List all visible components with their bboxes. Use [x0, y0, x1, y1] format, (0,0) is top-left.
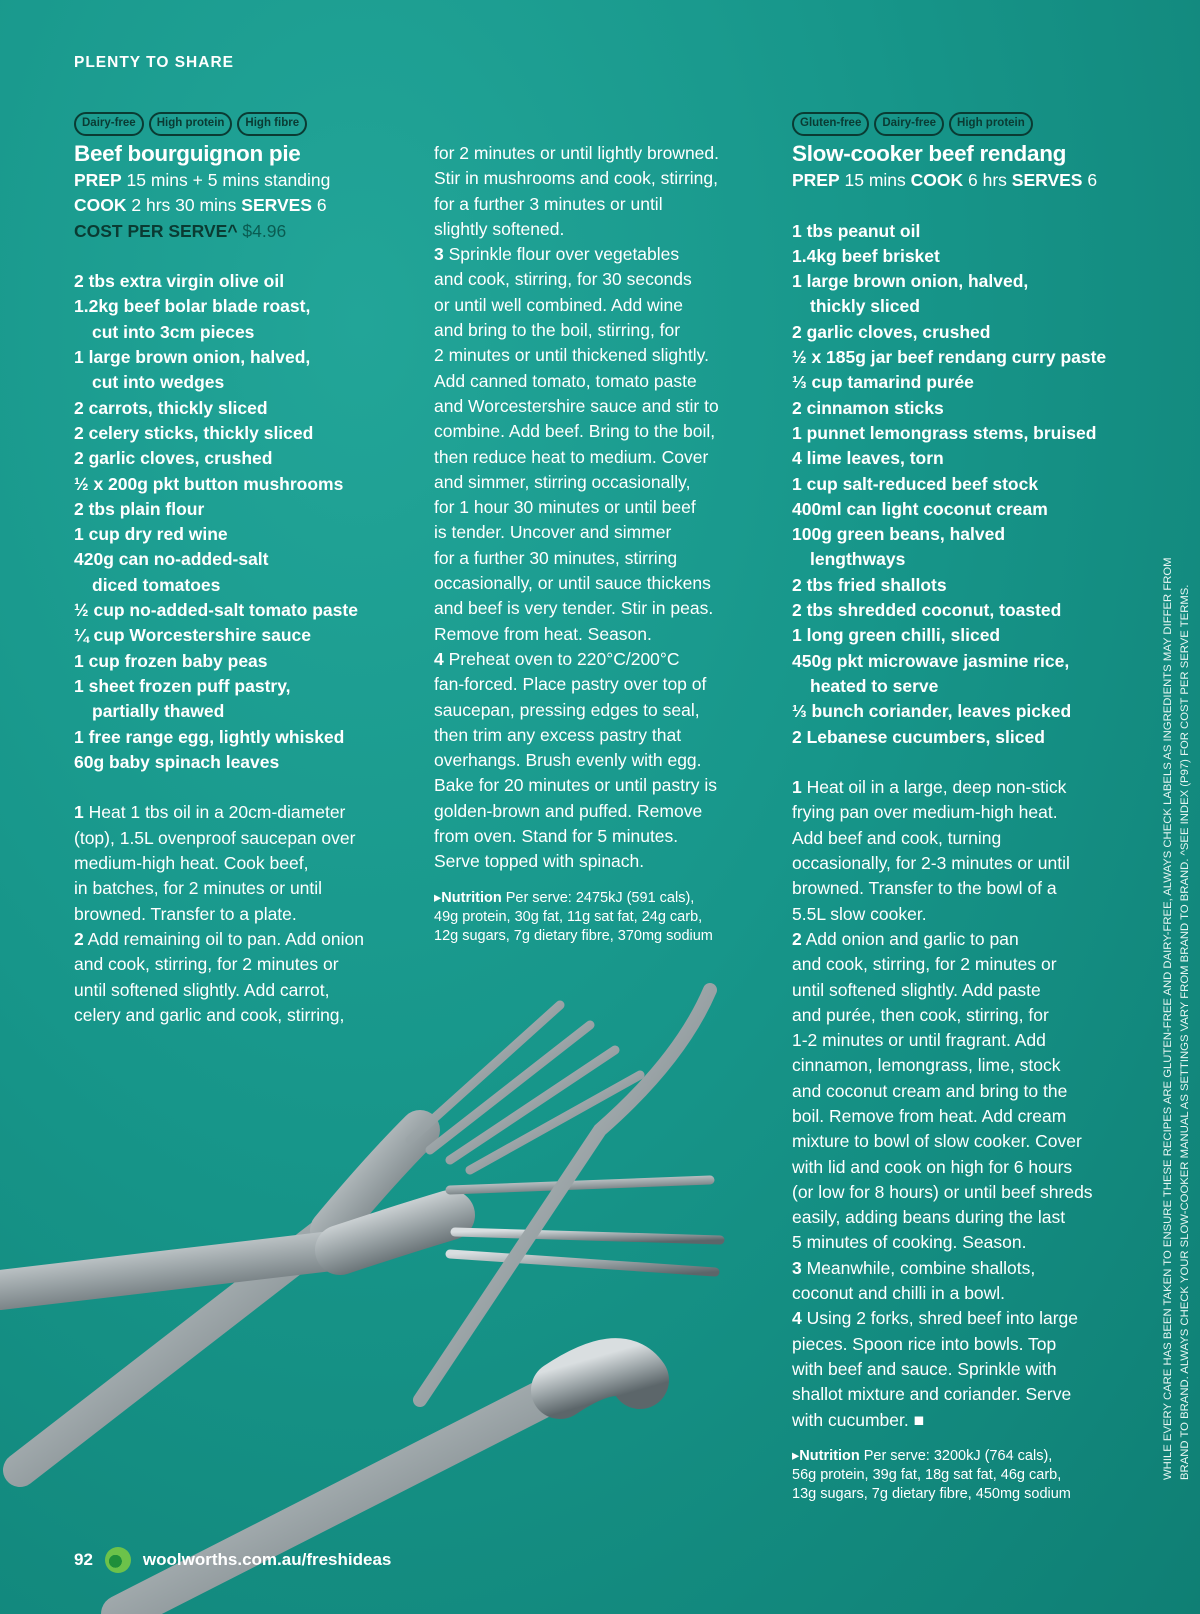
page-number: 92 — [74, 1550, 93, 1569]
ingredient-line: 2 Lebanese cucumbers, sliced — [792, 726, 1045, 747]
ingredient-line: 2 carrots, thickly sliced — [74, 397, 268, 418]
step-text: Remove from heat. Season. — [434, 623, 652, 644]
method-line — [74, 952, 414, 977]
recipe-title: Slow-cooker beef rendang — [792, 141, 1067, 166]
step-text: mixture to bowl of slow cooker. Cover — [792, 1131, 1082, 1152]
step-text: slightly softened. — [434, 218, 565, 239]
ingredient-line: ¼ cup Worcestershire sauce — [74, 625, 312, 646]
method-line — [434, 419, 774, 444]
step-number: 1 — [74, 802, 84, 823]
disclaimer-line: BRAND TO BRAND. ALWAYS CHECK YOUR SLOW-COOKER MANUAL AS SETTINGS VARY FROM BRAND TO BRAND. ^SEE INDEX (P97) FOR COST PER SERVE TERMS. — [1179, 584, 1191, 1480]
footer-url[interactable]: woolworths.com.au/freshideas — [142, 1550, 392, 1569]
method-line — [434, 242, 774, 267]
step-text: and cook, stirring, for 30 seconds — [434, 269, 692, 290]
step-number: 1 — [792, 777, 802, 798]
nutrition-line — [434, 908, 774, 927]
step-text: easily, adding beans during the last — [792, 1207, 1066, 1228]
step-text: in batches, for 2 minutes or until — [74, 878, 323, 899]
step-text: with lid and cook on high for 6 hours — [792, 1156, 1073, 1177]
tag-list — [74, 112, 414, 136]
method-line — [74, 876, 414, 901]
disclaimer — [1160, 470, 1194, 1480]
method-line — [434, 470, 774, 495]
ingredient-line: 1 long green chilli, sliced — [792, 625, 1001, 646]
step-text: Serve topped with spinach. — [434, 851, 645, 872]
step-text: and beef is very tender. Stir in peas. — [434, 598, 714, 619]
ingredient-line: ½ x 185g jar beef rendang curry paste — [792, 347, 1107, 368]
method-line — [434, 546, 774, 571]
footer — [74, 1547, 391, 1573]
method-line — [434, 849, 774, 874]
method-line — [792, 851, 1132, 876]
spacer — [74, 244, 414, 269]
ingredient-line: 2 tbs shredded coconut, toasted — [792, 600, 1062, 621]
step-text: browned. Transfer to a plate. — [74, 903, 297, 924]
step-text: 5 minutes of cooking. Season. — [792, 1232, 1027, 1253]
method-line — [434, 723, 774, 748]
method-line — [792, 1281, 1132, 1306]
meta-value: 6 — [1082, 170, 1098, 190]
method-line — [434, 596, 774, 621]
step-text: shallot mixture and coriander. Serve — [792, 1384, 1072, 1405]
method-line — [792, 1230, 1132, 1255]
method-line — [792, 1028, 1132, 1053]
step-text: Meanwhile, combine shallots, — [801, 1257, 1036, 1278]
step-text: and cook, stirring, for 2 minutes or — [74, 954, 339, 975]
ingredient-line: 2 garlic cloves, crushed — [792, 321, 991, 342]
ingredient-line: 400ml can light coconut cream — [792, 498, 1048, 519]
ingredient-line: partially thawed — [92, 701, 225, 722]
method-line — [434, 141, 774, 166]
ingredient-line: 2 garlic cloves, crushed — [74, 448, 273, 469]
ingredient-line: 1 cup dry red wine — [74, 524, 228, 545]
step-text: frying pan over medium-high heat. — [792, 802, 1058, 823]
step-text: Add beef and cook, turning — [792, 827, 1002, 848]
nutrition-text: 49g protein, 30g fat, 11g sat fat, 24g carb, — [434, 908, 703, 925]
nutrition-label: Nutrition — [799, 1447, 860, 1464]
ingredient-line: 2 tbs plain flour — [74, 498, 205, 519]
step-text: 1-2 minutes or until fragrant. Add — [792, 1030, 1046, 1051]
step-text: for 2 minutes or until lightly browned. — [434, 143, 719, 163]
meta-value: 6 hrs — [963, 170, 1012, 190]
method-line — [792, 1382, 1132, 1407]
method-line — [434, 166, 774, 191]
step-text: is tender. Uncover and simmer — [434, 522, 672, 543]
ingredient-line: 1 free range egg, lightly whisked — [74, 726, 345, 747]
section-label: PLENTY TO SHARE — [74, 54, 234, 71]
step-text: saucepan, pressing edges to seal, — [434, 699, 700, 720]
ingredient-line: 1.2kg beef bolar blade roast, — [74, 296, 311, 317]
recipe-beef-bourguignon-method-continued — [434, 141, 774, 946]
step-text: combine. Add beef. Bring to the boil, — [434, 421, 716, 442]
method-line — [434, 571, 774, 596]
method-line — [434, 217, 774, 242]
method-line — [792, 952, 1132, 977]
method-line — [434, 672, 774, 697]
step-number: 4 — [434, 648, 444, 669]
ingredient-line: 1 sheet frozen puff pastry, — [74, 675, 291, 696]
step-number: 3 — [792, 1257, 802, 1278]
step-text: overhangs. Brush evenly with egg. — [434, 750, 702, 771]
ingredient-line: 1 tbs peanut oil — [792, 220, 921, 241]
step-text: coconut and chilli in a bowl. — [792, 1283, 1006, 1304]
method-line — [434, 495, 774, 520]
nutrition-info — [434, 889, 774, 946]
method-line — [792, 1003, 1132, 1028]
method-line — [434, 799, 774, 824]
step-text: then trim any excess pastry that — [434, 724, 682, 745]
method-line — [74, 978, 414, 1003]
nutrition-line — [434, 889, 774, 908]
recipe-beef-bourguignon-pie — [74, 112, 414, 1028]
step-text: with cucumber. ■ — [792, 1409, 925, 1430]
nutrition-line — [792, 1447, 1132, 1466]
step-text: Preheat oven to 220°C/200°C — [443, 648, 680, 669]
ingredient-line: 4 lime leaves, torn — [792, 448, 944, 469]
step-text: and purée, then cook, stirring, for — [792, 1004, 1049, 1025]
ingredient-line: 450g pkt microwave jasmine rice, — [792, 650, 1070, 671]
ingredient-line: 2 tbs extra virgin olive oil — [74, 271, 285, 292]
nutrition-text: 12g sugars, 7g dietary fibre, 370mg sodium — [434, 927, 713, 944]
step-text: and coconut cream and bring to the — [792, 1080, 1068, 1101]
ingredient-line: 1.4kg beef brisket — [792, 245, 940, 266]
method-line — [792, 1408, 1132, 1433]
step-text: Bake for 20 minutes or until pastry is — [434, 775, 718, 796]
method-line — [434, 293, 774, 318]
method-line — [74, 927, 414, 952]
step-text: occasionally, for 2-3 minutes or until — [792, 853, 1070, 874]
method-line — [74, 851, 414, 876]
method-line — [434, 824, 774, 849]
ingredient-line: 420g can no-added-salt — [74, 549, 269, 570]
method-line — [792, 1104, 1132, 1129]
recipe-title: Beef bourguignon pie — [74, 141, 301, 166]
step-text: Sprinkle flour over vegetables — [443, 244, 680, 265]
ingredient-line: ½ cup no-added-salt tomato paste — [74, 600, 358, 621]
ingredient-line: 1 punnet lemongrass stems, bruised — [792, 422, 1097, 443]
spacer — [792, 750, 1132, 775]
meta-label: SERVES — [1011, 170, 1083, 190]
step-number: 3 — [434, 244, 444, 265]
method-line — [434, 622, 774, 647]
step-text: fan-forced. Place pastry over top of — [434, 674, 707, 695]
step-text: (or low for 8 hours) or until beef shreds — [792, 1181, 1093, 1202]
meta-label: PREP — [792, 170, 840, 190]
step-text: and bring to the boil, stirring, for — [434, 320, 681, 341]
nutrition-label: Nutrition — [441, 889, 502, 906]
ingredient-list — [792, 219, 1132, 750]
recipe-meta — [792, 168, 1132, 193]
method-line — [792, 1256, 1132, 1281]
method-line — [792, 1332, 1132, 1357]
step-text: for 1 hour 30 minutes or until beef — [434, 497, 696, 518]
ingredient-line: 1 cup frozen baby peas — [74, 650, 268, 671]
method-line — [434, 267, 774, 292]
method-line — [792, 826, 1132, 851]
method-line — [792, 1306, 1132, 1331]
method-line — [434, 343, 774, 368]
disclaimer-line: WHILE EVERY CARE HAS BEEN TAKEN TO ENSURE THESE RECIPES ARE GLUTEN-FREE AND DAIRY-FREE, ALWAYS CHECK LABELS AS INGREDIENTS MAY DIFFER FROM — [1162, 557, 1174, 1480]
step-text: for a further 3 minutes or until — [434, 193, 663, 214]
tag-list — [792, 112, 1132, 136]
method-line — [792, 876, 1132, 901]
ingredient-line: 1 large brown onion, halved, — [74, 347, 311, 368]
step-text: with beef and sauce. Sprinkle with — [792, 1358, 1057, 1379]
nutrition-text: Per serve: 3200kJ (764 cals), — [859, 1447, 1053, 1464]
meta-label: COOK — [910, 170, 964, 190]
method-line — [434, 192, 774, 217]
ingredient-line: 100g green beans, halved — [792, 524, 1006, 545]
meta-label: SERVES — [241, 195, 312, 216]
step-text: and Worcestershire sauce and stir to — [434, 395, 719, 416]
step-text: or until well combined. Add wine — [434, 294, 684, 315]
method-line — [434, 394, 774, 419]
step-text: from oven. Stand for 5 minutes. — [434, 826, 679, 847]
meta-value: 6 — [311, 195, 327, 216]
step-text: 5.5L slow cooker. — [792, 903, 927, 924]
ingredient-line: 2 celery sticks, thickly sliced — [74, 422, 314, 443]
step-text: and simmer, stirring occasionally, — [434, 471, 691, 492]
ingredient-line: 1 large brown onion, halved, — [792, 271, 1029, 292]
dietary-tag: High protein — [949, 112, 1033, 136]
method-line — [434, 748, 774, 773]
ingredient-line: heated to serve — [810, 675, 939, 696]
step-text: Heat oil in a large, deep non-stick — [801, 777, 1067, 798]
step-text: (top), 1.5L ovenproof saucepan over — [74, 827, 356, 848]
step-text: until softened slightly. Add paste — [792, 979, 1041, 1000]
step-text: for a further 30 minutes, stirring — [434, 547, 678, 568]
ingredient-line: ⅓ bunch coriander, leaves picked — [792, 701, 1072, 722]
ingredient-line: 1 cup salt-reduced beef stock — [792, 473, 1039, 494]
ingredient-line: lengthways — [810, 549, 906, 570]
step-text: Add remaining oil to pan. Add onion — [83, 928, 364, 949]
method-line — [434, 369, 774, 394]
method-line — [792, 1205, 1132, 1230]
dietary-tag: Gluten-free — [792, 112, 869, 136]
step-text: browned. Transfer to the bowl of a — [792, 878, 1057, 899]
method-line — [434, 520, 774, 545]
method-line — [792, 1129, 1132, 1154]
method-line — [792, 1180, 1132, 1205]
method-line — [74, 1003, 414, 1028]
ingredient-line: cut into 3cm pieces — [92, 321, 255, 342]
meta-label: COOK — [74, 195, 127, 216]
step-text: 2 minutes or until thickened slightly. — [434, 345, 709, 366]
method-line — [792, 927, 1132, 952]
cost-value: $4.96 — [237, 220, 287, 241]
method-line — [792, 775, 1132, 800]
spacer — [74, 775, 414, 800]
nutrition-text: Per serve: 2475kJ (591 cals), — [501, 889, 695, 906]
method-line — [434, 647, 774, 672]
ingredient-line: 2 cinnamon sticks — [792, 397, 944, 418]
method-line — [792, 1357, 1132, 1382]
step-text: cinnamon, lemongrass, lime, stock — [792, 1055, 1061, 1076]
step-number: 2 — [74, 928, 84, 949]
nutrition-line — [792, 1466, 1132, 1485]
triangle-icon: ▸ — [792, 1447, 800, 1464]
nutrition-info — [792, 1447, 1132, 1504]
ingredient-line: diced tomatoes — [92, 574, 221, 595]
recipe-meta — [74, 193, 414, 218]
method-line — [792, 1053, 1132, 1078]
nutrition-text: 13g sugars, 7g dietary fibre, 450mg sodium — [792, 1485, 1071, 1502]
ingredient-line: 60g baby spinach leaves — [74, 751, 280, 772]
method-line — [792, 902, 1132, 927]
method-line — [792, 1155, 1132, 1180]
step-text: Add canned tomato, tomato paste — [434, 370, 697, 391]
method-line — [434, 773, 774, 798]
method-line — [792, 800, 1132, 825]
ingredient-line: 2 tbs fried shallots — [792, 574, 947, 595]
step-text: Stir in mushrooms and cook, stirring, — [434, 168, 718, 189]
ingredient-line: ½ x 200g pkt button mushrooms — [74, 473, 344, 494]
dietary-tag: High protein — [149, 112, 233, 136]
ingredient-list — [74, 269, 414, 775]
dietary-tag: Dairy-free — [74, 112, 144, 136]
step-text: celery and garlic and cook, stirring, — [74, 1004, 345, 1025]
dietary-tag: High fibre — [237, 112, 307, 136]
method-line — [434, 698, 774, 723]
step-text: Heat 1 tbs oil in a 20cm-diameter — [83, 802, 346, 823]
method-line — [792, 978, 1132, 1003]
method-line — [434, 445, 774, 470]
step-text: until softened slightly. Add carrot, — [74, 979, 330, 1000]
method-line — [74, 826, 414, 851]
triangle-icon: ▸ — [434, 889, 442, 906]
step-text: boil. Remove from heat. Add cream — [792, 1105, 1067, 1126]
method-line — [74, 902, 414, 927]
step-text: and cook, stirring, for 2 minutes or — [792, 954, 1057, 975]
recipe-slow-cooker-beef-rendang — [792, 112, 1132, 1504]
method-line — [434, 318, 774, 343]
step-number: 4 — [792, 1308, 802, 1329]
nutrition-line — [792, 1485, 1132, 1504]
step-number: 2 — [792, 928, 802, 949]
method-line — [792, 1079, 1132, 1104]
spacer — [792, 193, 1132, 218]
recipe-meta — [74, 168, 414, 193]
step-text: golden-brown and puffed. Remove — [434, 800, 703, 821]
ingredient-line: thickly sliced — [810, 296, 920, 317]
method-line — [74, 800, 414, 825]
step-text: pieces. Spoon rice into bowls. Top — [792, 1333, 1057, 1354]
woolworths-logo-icon — [105, 1547, 131, 1573]
nutrition-text: 56g protein, 39g fat, 18g sat fat, 46g carb, — [792, 1466, 1062, 1483]
ingredient-line: cut into wedges — [92, 372, 225, 393]
step-text: Add onion and garlic to pan — [801, 928, 1019, 949]
dietary-tag: Dairy-free — [874, 112, 944, 136]
meta-value: 15 mins + 5 mins standing — [121, 170, 331, 190]
meta-value: 2 hrs 30 mins — [126, 195, 242, 216]
step-text: Using 2 forks, shred beef into large — [801, 1308, 1078, 1329]
cost-label: COST PER SERVE^ — [74, 220, 238, 241]
knife-handle-icon — [120, 1367, 640, 1614]
step-text: occasionally, or until sauce thickens — [434, 573, 711, 594]
step-text: medium-high heat. Cook beef, — [74, 853, 309, 874]
ingredient-line: ⅓ cup tamarind purée — [792, 372, 974, 393]
nutrition-line — [434, 927, 774, 946]
cost-per-serve — [74, 219, 414, 244]
meta-value: 15 mins — [839, 170, 911, 190]
step-text: then reduce heat to medium. Cover — [434, 446, 709, 467]
meta-label: PREP — [74, 170, 122, 190]
